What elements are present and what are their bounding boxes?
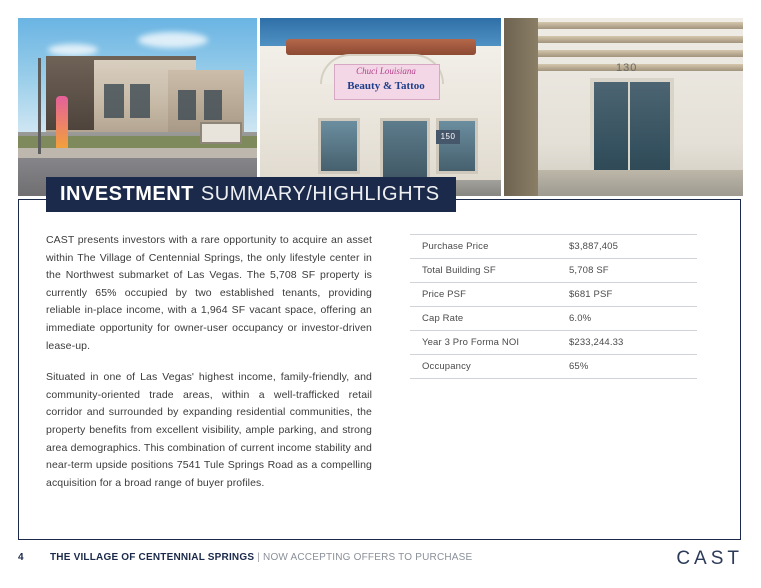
photo-entry-door-pergola <box>504 18 743 196</box>
page-footer <box>0 548 761 588</box>
stat-value: 5,708 SF <box>569 259 697 283</box>
section-title-light: SUMMARY/HIGHLIGHTS <box>200 183 440 205</box>
pergola-slat <box>504 36 743 43</box>
investment-highlights-table <box>410 234 697 379</box>
photo-exterior-corner-building <box>18 18 257 196</box>
tenant-sign-line1: Chuci Louisiana <box>356 66 416 76</box>
stat-value: 65% <box>569 355 697 379</box>
table-row <box>410 307 697 331</box>
storefront-window <box>318 118 360 174</box>
suite-number-label: 150 <box>436 130 460 144</box>
section-title-strong: INVESTMENT <box>60 183 194 205</box>
footer-separator: | <box>257 552 261 563</box>
stat-label: Cap Rate <box>410 307 569 331</box>
stat-value: $3,887,405 <box>569 235 697 259</box>
stat-label: Occupancy <box>410 355 569 379</box>
pergola-slat <box>504 22 743 29</box>
photo-strip <box>18 18 743 196</box>
stat-value: $233,244.33 <box>569 331 697 355</box>
footer-title <box>50 552 472 563</box>
table-row <box>410 235 697 259</box>
stat-label: Year 3 Pro Forma NOI <box>410 331 569 355</box>
storefront-door <box>380 118 430 186</box>
sidewalk <box>18 148 257 158</box>
pergola-slat <box>504 50 743 57</box>
stat-value: 6.0% <box>569 307 697 331</box>
window <box>130 84 150 118</box>
footer-subtitle: NOW ACCEPTING OFFERS TO PURCHASE <box>263 552 473 563</box>
building-entry-tower <box>46 56 94 130</box>
stat-label: Price PSF <box>410 283 569 307</box>
table-row <box>410 283 697 307</box>
banner-flag <box>56 96 68 148</box>
stat-value: $681 PSF <box>569 283 697 307</box>
suite-number-label: 130 <box>616 62 638 74</box>
section-title-bar <box>46 177 456 212</box>
photo-storefront-beauty-tattoo <box>260 18 501 196</box>
window <box>178 90 196 120</box>
tile-roof <box>286 39 476 55</box>
light-pole <box>38 58 41 154</box>
cloud-icon <box>138 32 208 48</box>
cloud-icon <box>48 44 98 56</box>
palm-trunk <box>504 18 538 196</box>
monument-sign <box>200 122 242 144</box>
table-row <box>410 355 697 379</box>
page-number: 4 <box>18 552 24 563</box>
ground-shadow <box>538 170 743 196</box>
summary-paragraph: Situated in one of Las Vegas' highest income, family-friendly, and community-oriented trade areas, within a well-trafficked retail corridor and surrounded by expanding residential communities, the property benefits from excellent visibility, ample parking, and strong area demographics. This combination of current income stability and near-term upside positions 7541 Tule Springs Road as a compelling acquisition for a broad range of buyer profiles. <box>46 371 372 489</box>
tenant-sign-line2: Beauty & Tattoo <box>347 80 425 92</box>
summary-paragraph: CAST presents investors with a rare opportunity to acquire an asset within The Village of Centennial Springs, the only lifestyle center in the Northwest submarket of Las Vegas. The 5,708 SF property is currently 65% occupied by two established tenants, providing reliable in-place income, with a 1,964 SF vacant space, offering an immediate opportunity for owner-user occupancy or investor-driven lease-up. <box>46 234 372 352</box>
table-row <box>410 331 697 355</box>
storefront-window <box>436 118 478 174</box>
stat-label: Total Building SF <box>410 259 569 283</box>
cast-logo: CAST <box>676 548 743 569</box>
stat-label: Purchase Price <box>410 235 569 259</box>
summary-body-copy <box>46 232 372 506</box>
footer-title-text: THE VILLAGE OF CENTENNIAL SPRINGS <box>50 552 255 563</box>
window <box>204 90 222 120</box>
table-row <box>410 259 697 283</box>
window <box>104 84 124 118</box>
